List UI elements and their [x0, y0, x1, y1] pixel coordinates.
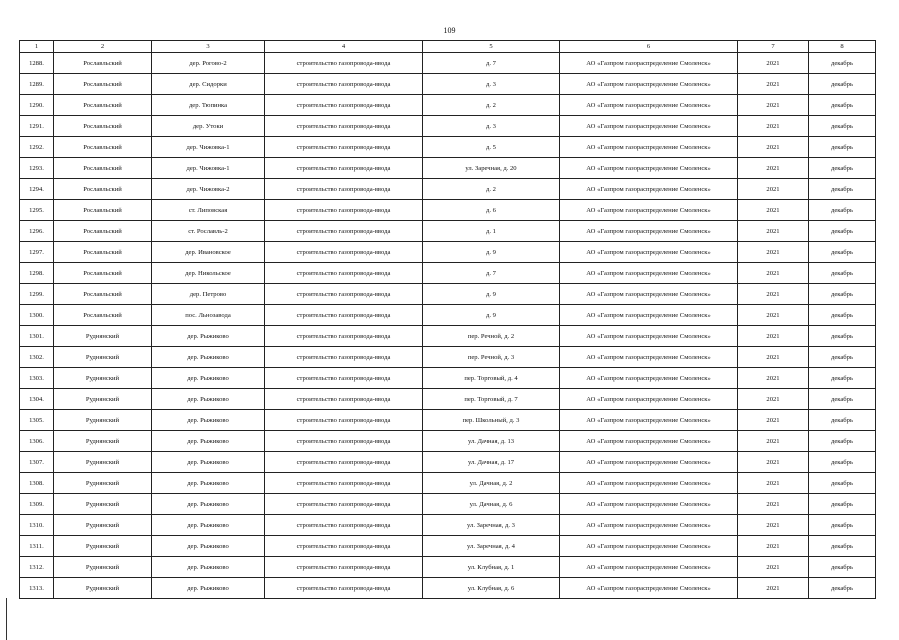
- cell-month: декабрь: [809, 557, 876, 578]
- cell-address: д. 7: [423, 263, 560, 284]
- cell-organization: АО «Газпром газораспределение Смоленск»: [560, 284, 738, 305]
- cell-month: декабрь: [809, 74, 876, 95]
- cell-year: 2021: [738, 557, 809, 578]
- cell-year: 2021: [738, 410, 809, 431]
- table-row: [20, 515, 876, 536]
- cell-organization: АО «Газпром газораспределение Смоленск»: [560, 431, 738, 452]
- cell-address: ул. Дачная, д. 2: [423, 473, 560, 494]
- table-row: [20, 326, 876, 347]
- cell-year: 2021: [738, 263, 809, 284]
- cell-work-type: строительство газопровода-ввода: [265, 515, 423, 536]
- table-row: [20, 95, 876, 116]
- cell-year: 2021: [738, 74, 809, 95]
- cell-work-type: строительство газопровода-ввода: [265, 53, 423, 74]
- cell-settlement: дер. Рыжиково: [152, 494, 265, 515]
- table-body: [20, 53, 876, 599]
- cell-month: декабрь: [809, 410, 876, 431]
- cell-address: ул. Заречная, д. 20: [423, 158, 560, 179]
- cell-month: декабрь: [809, 116, 876, 137]
- cell-organization: АО «Газпром газораспределение Смоленск»: [560, 200, 738, 221]
- cell-district: Руднянский: [54, 368, 152, 389]
- cell-settlement: дер. Рогово-2: [152, 53, 265, 74]
- cell-settlement: дер. Рыжиково: [152, 536, 265, 557]
- cell-organization: АО «Газпром газораспределение Смоленск»: [560, 494, 738, 515]
- cell-settlement: дер. Рыжиково: [152, 515, 265, 536]
- cell-district: Рославльский: [54, 95, 152, 116]
- cell-row-number: 1299.: [20, 284, 54, 305]
- cell-organization: АО «Газпром газораспределение Смоленск»: [560, 263, 738, 284]
- cell-settlement: дер. Рыжиково: [152, 578, 265, 599]
- cell-year: 2021: [738, 305, 809, 326]
- cell-organization: АО «Газпром газораспределение Смоленск»: [560, 326, 738, 347]
- cell-organization: АО «Газпром газораспределение Смоленск»: [560, 473, 738, 494]
- cell-work-type: строительство газопровода-ввода: [265, 242, 423, 263]
- cell-address: д. 2: [423, 95, 560, 116]
- cell-work-type: строительство газопровода-ввода: [265, 557, 423, 578]
- registry-table: [19, 40, 876, 599]
- cell-district: Руднянский: [54, 389, 152, 410]
- cell-address: пер. Речной, д. 2: [423, 326, 560, 347]
- cell-address: д. 5: [423, 137, 560, 158]
- cell-district: Руднянский: [54, 536, 152, 557]
- cell-year: 2021: [738, 242, 809, 263]
- cell-year: 2021: [738, 326, 809, 347]
- cell-organization: АО «Газпром газораспределение Смоленск»: [560, 137, 738, 158]
- cell-row-number: 1303.: [20, 368, 54, 389]
- table-row: [20, 137, 876, 158]
- cell-organization: АО «Газпром газораспределение Смоленск»: [560, 242, 738, 263]
- cell-address: д. 3: [423, 116, 560, 137]
- cell-row-number: 1302.: [20, 347, 54, 368]
- cell-address: д. 9: [423, 305, 560, 326]
- cell-address: д. 9: [423, 284, 560, 305]
- cell-district: Рославльский: [54, 284, 152, 305]
- cell-row-number: 1298.: [20, 263, 54, 284]
- cell-settlement: дер. Чижовка-2: [152, 179, 265, 200]
- cell-organization: АО «Газпром газораспределение Смоленск»: [560, 221, 738, 242]
- cell-organization: АО «Газпром газораспределение Смоленск»: [560, 179, 738, 200]
- cell-district: Руднянский: [54, 410, 152, 431]
- table-row: [20, 452, 876, 473]
- cell-work-type: строительство газопровода-ввода: [265, 410, 423, 431]
- cell-address: д. 3: [423, 74, 560, 95]
- cell-row-number: 1300.: [20, 305, 54, 326]
- cell-work-type: строительство газопровода-ввода: [265, 158, 423, 179]
- cell-work-type: строительство газопровода-ввода: [265, 95, 423, 116]
- cell-year: 2021: [738, 452, 809, 473]
- table-row: [20, 557, 876, 578]
- cell-work-type: строительство газопровода-ввода: [265, 452, 423, 473]
- cell-row-number: 1304.: [20, 389, 54, 410]
- cell-month: декабрь: [809, 536, 876, 557]
- table-row: [20, 578, 876, 599]
- cell-organization: АО «Газпром газораспределение Смоленск»: [560, 368, 738, 389]
- cell-month: декабрь: [809, 389, 876, 410]
- cell-address: ул. Заречная, д. 3: [423, 515, 560, 536]
- cell-month: декабрь: [809, 431, 876, 452]
- cell-organization: АО «Газпром газораспределение Смоленск»: [560, 95, 738, 116]
- cell-address: д. 7: [423, 53, 560, 74]
- cell-month: декабрь: [809, 326, 876, 347]
- cell-settlement: дер. Рыжиково: [152, 368, 265, 389]
- column-header-5: 5: [423, 41, 560, 53]
- table-row: [20, 74, 876, 95]
- cell-address: пер. Школьный, д. 3: [423, 410, 560, 431]
- cell-address: ул. Клубная, д. 1: [423, 557, 560, 578]
- cell-work-type: строительство газопровода-ввода: [265, 263, 423, 284]
- cell-work-type: строительство газопровода-ввода: [265, 494, 423, 515]
- cell-district: Руднянский: [54, 452, 152, 473]
- table-row: [20, 473, 876, 494]
- cell-district: Рославльский: [54, 74, 152, 95]
- cell-organization: АО «Газпром газораспределение Смоленск»: [560, 410, 738, 431]
- cell-settlement: дер. Петрово: [152, 284, 265, 305]
- cell-year: 2021: [738, 137, 809, 158]
- cell-year: 2021: [738, 431, 809, 452]
- column-header-4: 4: [265, 41, 423, 53]
- cell-row-number: 1311.: [20, 536, 54, 557]
- table-row: [20, 431, 876, 452]
- cell-work-type: строительство газопровода-ввода: [265, 368, 423, 389]
- cell-work-type: строительство газопровода-ввода: [265, 578, 423, 599]
- column-header-6: 6: [560, 41, 738, 53]
- cell-district: Руднянский: [54, 473, 152, 494]
- cell-row-number: 1306.: [20, 431, 54, 452]
- cell-organization: АО «Газпром газораспределение Смоленск»: [560, 389, 738, 410]
- cell-organization: АО «Газпром газораспределение Смоленск»: [560, 305, 738, 326]
- cell-settlement: дер. Рыжиково: [152, 431, 265, 452]
- cell-year: 2021: [738, 494, 809, 515]
- cell-address: ул. Дачная, д. 6: [423, 494, 560, 515]
- cell-row-number: 1295.: [20, 200, 54, 221]
- cell-settlement: дер. Рыжиково: [152, 326, 265, 347]
- cell-year: 2021: [738, 116, 809, 137]
- cell-settlement: дер. Утоки: [152, 116, 265, 137]
- cell-district: Руднянский: [54, 347, 152, 368]
- cell-address: пер. Торговый, д. 7: [423, 389, 560, 410]
- column-header-7: 7: [738, 41, 809, 53]
- cell-organization: АО «Газпром газораспределение Смоленск»: [560, 557, 738, 578]
- cell-month: декабрь: [809, 158, 876, 179]
- cell-month: декабрь: [809, 221, 876, 242]
- table-row: [20, 536, 876, 557]
- cell-work-type: строительство газопровода-ввода: [265, 221, 423, 242]
- cell-month: декабрь: [809, 305, 876, 326]
- cell-district: Руднянский: [54, 494, 152, 515]
- cell-work-type: строительство газопровода-ввода: [265, 431, 423, 452]
- table-row: [20, 494, 876, 515]
- cell-month: декабрь: [809, 515, 876, 536]
- cell-row-number: 1290.: [20, 95, 54, 116]
- cell-year: 2021: [738, 473, 809, 494]
- table-row: [20, 116, 876, 137]
- cell-year: 2021: [738, 515, 809, 536]
- cell-row-number: 1312.: [20, 557, 54, 578]
- cell-address: ул. Дачная, д. 13: [423, 431, 560, 452]
- cell-row-number: 1301.: [20, 326, 54, 347]
- cell-row-number: 1307.: [20, 452, 54, 473]
- cell-month: декабрь: [809, 242, 876, 263]
- cell-month: декабрь: [809, 200, 876, 221]
- cell-settlement: дер. Рыжиково: [152, 557, 265, 578]
- cell-row-number: 1305.: [20, 410, 54, 431]
- cell-organization: АО «Газпром газораспределение Смоленск»: [560, 578, 738, 599]
- cell-organization: АО «Газпром газораспределение Смоленск»: [560, 452, 738, 473]
- cell-month: декабрь: [809, 263, 876, 284]
- cell-settlement: ст. Липовская: [152, 200, 265, 221]
- cell-work-type: строительство газопровода-ввода: [265, 326, 423, 347]
- cell-settlement: дер. Рыжиково: [152, 389, 265, 410]
- cell-organization: АО «Газпром газораспределение Смоленск»: [560, 515, 738, 536]
- cell-settlement: ст. Рославль-2: [152, 221, 265, 242]
- cell-year: 2021: [738, 53, 809, 74]
- cell-month: декабрь: [809, 347, 876, 368]
- cell-settlement: дер. Тюпинка: [152, 95, 265, 116]
- cell-row-number: 1297.: [20, 242, 54, 263]
- cell-district: Руднянский: [54, 515, 152, 536]
- table-row: [20, 305, 876, 326]
- cell-year: 2021: [738, 347, 809, 368]
- cell-address: д. 1: [423, 221, 560, 242]
- cell-work-type: строительство газопровода-ввода: [265, 536, 423, 557]
- table-row: [20, 158, 876, 179]
- cell-month: декабрь: [809, 95, 876, 116]
- cell-address: ул. Дачная, д. 17: [423, 452, 560, 473]
- cell-work-type: строительство газопровода-ввода: [265, 137, 423, 158]
- table-row: [20, 389, 876, 410]
- cell-organization: АО «Газпром газораспределение Смоленск»: [560, 116, 738, 137]
- cell-work-type: строительство газопровода-ввода: [265, 74, 423, 95]
- cell-row-number: 1309.: [20, 494, 54, 515]
- cell-month: декабрь: [809, 137, 876, 158]
- cell-district: Руднянский: [54, 326, 152, 347]
- cell-district: Руднянский: [54, 557, 152, 578]
- cell-district: Рославльский: [54, 242, 152, 263]
- cell-work-type: строительство газопровода-ввода: [265, 179, 423, 200]
- cell-work-type: строительство газопровода-ввода: [265, 305, 423, 326]
- cell-address: пер. Речной, д. 3: [423, 347, 560, 368]
- cell-organization: АО «Газпром газораспределение Смоленск»: [560, 536, 738, 557]
- cell-organization: АО «Газпром газораспределение Смоленск»: [560, 53, 738, 74]
- cell-year: 2021: [738, 179, 809, 200]
- column-header-3: 3: [152, 41, 265, 53]
- cell-month: декабрь: [809, 284, 876, 305]
- cell-settlement: дер. Рыжиково: [152, 347, 265, 368]
- cell-address: ул. Клубная, д. 6: [423, 578, 560, 599]
- cell-district: Рославльский: [54, 305, 152, 326]
- cell-work-type: строительство газопровода-ввода: [265, 200, 423, 221]
- cell-settlement: дер. Ивановское: [152, 242, 265, 263]
- cell-organization: АО «Газпром газораспределение Смоленск»: [560, 347, 738, 368]
- cell-year: 2021: [738, 221, 809, 242]
- table-row: [20, 284, 876, 305]
- cell-district: Рославльский: [54, 137, 152, 158]
- table-row: [20, 53, 876, 74]
- cell-work-type: строительство газопровода-ввода: [265, 473, 423, 494]
- table-row: [20, 179, 876, 200]
- table-row: [20, 242, 876, 263]
- cell-address: пер. Торговый, д. 4: [423, 368, 560, 389]
- cell-month: декабрь: [809, 368, 876, 389]
- margin-rule: [6, 598, 7, 640]
- table-row: [20, 221, 876, 242]
- cell-district: Рославльский: [54, 200, 152, 221]
- column-header-2: 2: [54, 41, 152, 53]
- cell-year: 2021: [738, 368, 809, 389]
- cell-settlement: дер. Рыжиково: [152, 452, 265, 473]
- cell-address: д. 6: [423, 200, 560, 221]
- cell-row-number: 1294.: [20, 179, 54, 200]
- cell-row-number: 1308.: [20, 473, 54, 494]
- table-row: [20, 347, 876, 368]
- cell-row-number: 1293.: [20, 158, 54, 179]
- cell-settlement: пос. Льнозавода: [152, 305, 265, 326]
- cell-district: Рославльский: [54, 263, 152, 284]
- table-row: [20, 368, 876, 389]
- cell-row-number: 1289.: [20, 74, 54, 95]
- cell-settlement: дер. Чижовка-1: [152, 158, 265, 179]
- cell-year: 2021: [738, 95, 809, 116]
- table-header: [20, 41, 876, 53]
- cell-district: Рославльский: [54, 179, 152, 200]
- column-header-8: 8: [809, 41, 876, 53]
- cell-work-type: строительство газопровода-ввода: [265, 116, 423, 137]
- cell-row-number: 1291.: [20, 116, 54, 137]
- cell-district: Рославльский: [54, 116, 152, 137]
- cell-organization: АО «Газпром газораспределение Смоленск»: [560, 74, 738, 95]
- column-header-1: 1: [20, 41, 54, 53]
- cell-district: Рославльский: [54, 221, 152, 242]
- table-row: [20, 410, 876, 431]
- cell-settlement: дер. Никольское: [152, 263, 265, 284]
- cell-year: 2021: [738, 284, 809, 305]
- cell-settlement: дер. Рыжиково: [152, 473, 265, 494]
- cell-month: декабрь: [809, 452, 876, 473]
- cell-row-number: 1310.: [20, 515, 54, 536]
- cell-row-number: 1313.: [20, 578, 54, 599]
- cell-district: Рославльский: [54, 158, 152, 179]
- cell-month: декабрь: [809, 578, 876, 599]
- cell-month: декабрь: [809, 473, 876, 494]
- cell-settlement: дер. Сидорки: [152, 74, 265, 95]
- cell-address: д. 9: [423, 242, 560, 263]
- cell-district: Руднянский: [54, 578, 152, 599]
- cell-month: декабрь: [809, 53, 876, 74]
- table-row: [20, 263, 876, 284]
- cell-row-number: 1292.: [20, 137, 54, 158]
- cell-organization: АО «Газпром газораспределение Смоленск»: [560, 158, 738, 179]
- cell-settlement: дер. Рыжиково: [152, 410, 265, 431]
- cell-district: Руднянский: [54, 431, 152, 452]
- cell-district: Рославльский: [54, 53, 152, 74]
- cell-address: д. 2: [423, 179, 560, 200]
- cell-year: 2021: [738, 536, 809, 557]
- cell-year: 2021: [738, 389, 809, 410]
- page-number: 109: [443, 26, 456, 35]
- cell-year: 2021: [738, 158, 809, 179]
- header-row: [20, 41, 876, 53]
- cell-year: 2021: [738, 578, 809, 599]
- cell-month: декабрь: [809, 494, 876, 515]
- cell-work-type: строительство газопровода-ввода: [265, 389, 423, 410]
- cell-address: ул. Заречная, д. 4: [423, 536, 560, 557]
- cell-work-type: строительство газопровода-ввода: [265, 284, 423, 305]
- cell-row-number: 1296.: [20, 221, 54, 242]
- table-row: [20, 200, 876, 221]
- cell-year: 2021: [738, 200, 809, 221]
- cell-settlement: дер. Чижовка-1: [152, 137, 265, 158]
- cell-month: декабрь: [809, 179, 876, 200]
- cell-row-number: 1288.: [20, 53, 54, 74]
- cell-work-type: строительство газопровода-ввода: [265, 347, 423, 368]
